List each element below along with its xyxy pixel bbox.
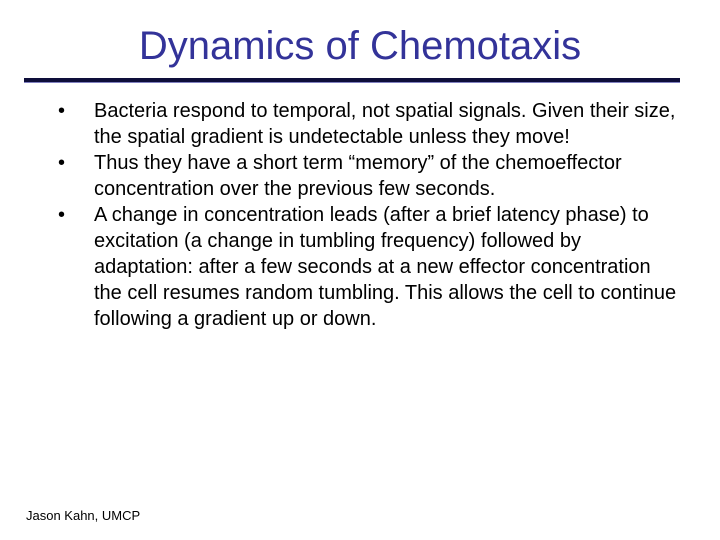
bullet-dot-icon: • bbox=[58, 204, 66, 226]
footer-credit: Jason Kahn, UMCP bbox=[26, 508, 141, 523]
bullet-list bbox=[58, 98, 678, 332]
bullet-item bbox=[58, 202, 678, 332]
bullet-text: Bacteria respond to temporal, not spatial signals. Given their size, the spatial gradient is undetectable unless they move! bbox=[94, 100, 676, 148]
bullet-dot-icon: • bbox=[58, 152, 66, 174]
bullet-dot-icon: • bbox=[58, 100, 66, 122]
bullet-item bbox=[58, 150, 678, 202]
bullet-item bbox=[58, 98, 678, 150]
slide-title: Dynamics of Chemotaxis bbox=[138, 24, 582, 68]
title-underline bbox=[24, 78, 680, 82]
bullet-text: A change in concentration leads (after a brief latency phase) to excitation (a change in tumbling frequency) followed by adaptation: after a few seconds at a new effector concentration the cell resumes random tumbling. This allows the cell to continue following a gradient up or down. bbox=[94, 204, 677, 330]
bullet-text: Thus they have a short term “memory” of the chemoeffector concentration over the previous few seconds. bbox=[94, 152, 622, 200]
